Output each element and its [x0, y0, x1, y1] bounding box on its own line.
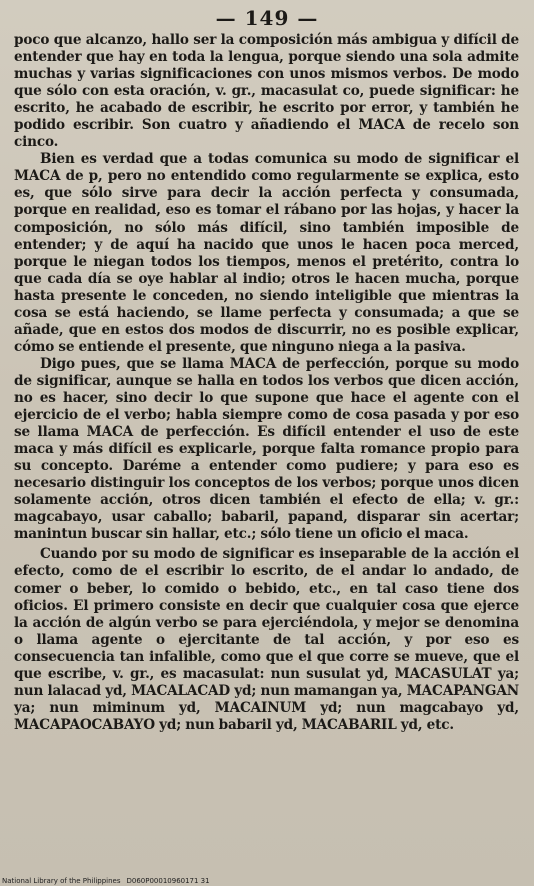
page-number: — 149 — — [215, 6, 319, 30]
paragraph-2: Bien es verdad que a todas comunica su modo de significar el MACA de p, pero no entendido como regularmente se explica, esto es, que sólo sirve para decir la acción perfecta y consumada, porque en realidad, eso es tomar el rábano por las hojas, y hacer la composición, no sólo más difícil, sino también imposible de entender; y de aquí ha nacido que unos le hacen poca merced, porque le niegan todos los tiempos, menos el pretérito, contra lo que cada día se oye hablar al indio; otros le hacen mucha, porque hasta presente le conceden, no siendo inteligible que mientras la cosa se está haciendo, se llame perfecta y consumada; a que se añade, que en estos dos modos de discurrir, no es posible explicar, cómo se entiende el presente, que ninguno niega a la pasiva. — [14, 151, 519, 355]
paragraph-3: Digo pues, que se llama MACA de perfección, porque su modo de significar, aunque se halla en todos los verbos que dicen acción, no es hacer, sino decir lo que supone que hace el agente con el ejercicio de el verbo; habla siempre como de cosa pasada y por eso se llama MACA de perfección. Es difícil entender el uso de este maca y más difícil es explicarle, porque falta romance propio para su concepto. Daréme a entender como pudiere; y para eso es necesario distinguir los conceptos de los verbos; porque unos dicen solamente acción, otros dicen también el efecto de ella; v. gr.: magcabayo, usar caballo; babaril, papand, disparar sin acertar; manintun buscar sin hallar, etc.; sólo tiene un oficio el maca. — [14, 355, 519, 543]
scan-footer — [2, 877, 210, 885]
library-credit: National Library of the Philippines — [2, 877, 121, 885]
paragraph-4: Cuando por su modo de significar es inseparable de la acción el efecto, como de el escribir lo escrito, de el andar lo andado, de comer o beber, lo comido o bebido, etc., en tal caso tiene dos oficios. El primero consiste en decir que cualquier cosa que ejerce la acción de algún verbo se para ejerciéndola, y mejor se denomina o llama agente o ejercitante de tal acción, y por eso es consecuencia tan infalible, como que el que corre se mueve, que el que escribe, v. gr., es macasulat: nun susulat yd, MACASULAT ya; nun lalacad yd, MACALACAD yd; nun mamangan ya, MACAPANGAN ya; nun miminum yd, MACAINUM yd; nun magcabayo yd, MACAPAOCABAYO yd; nun babaril yd, MACABARIL yd, etc. — [14, 546, 519, 733]
paragraph-1: poco que alcanzo, hallo ser la composición más ambigua y difícil de entender que hay en toda la lengua, porque siendo una sola admite muchas y varias significaciones con unos mismos verbos. De modo que sólo con esta oración, v. gr., macasulat co, puede significar: he escrito, he acabado de escribir, he escrito por error, y también he podido escribir. Son cuatro y añadiendo el MACA de recelo son cinco. — [14, 32, 519, 151]
body-text — [14, 32, 519, 734]
scan-code: D060P00010960171 31 — [126, 877, 210, 885]
